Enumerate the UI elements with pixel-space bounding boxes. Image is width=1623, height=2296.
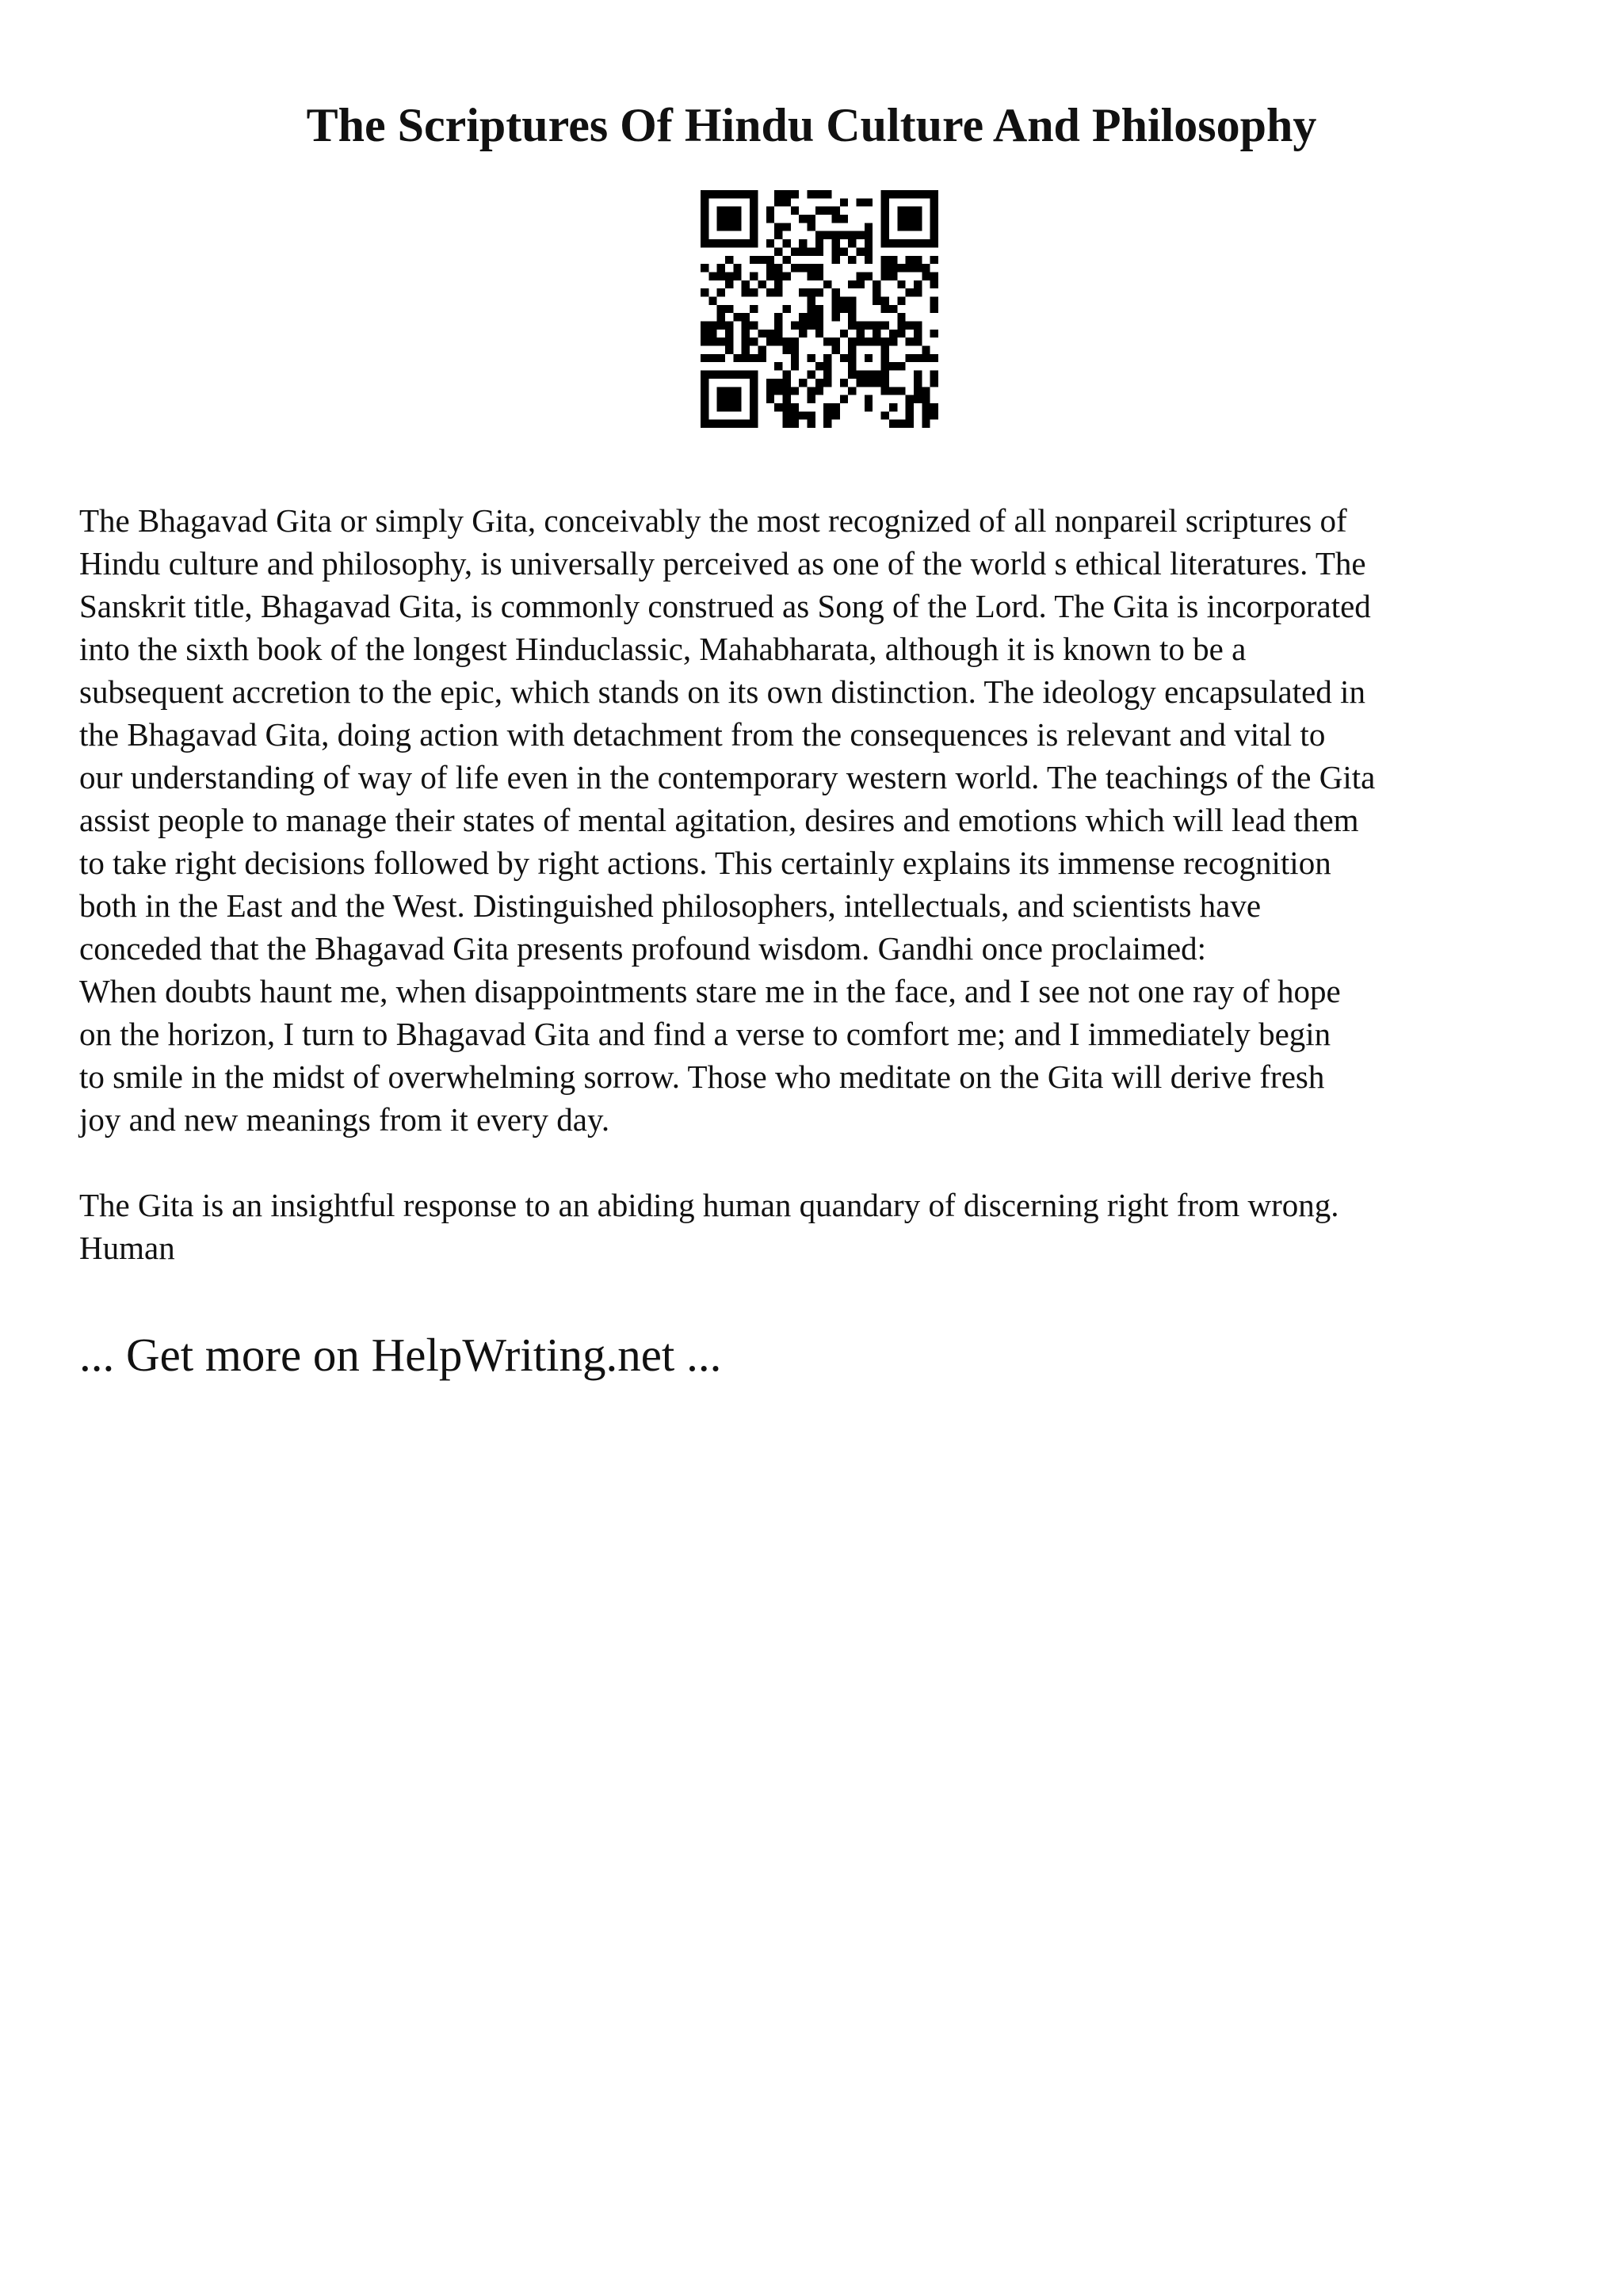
- qr-code-icon[interactable]: [701, 190, 938, 428]
- qr-code-graphic: [701, 190, 938, 428]
- paragraph-quote: When doubts haunt me, when disappointments stare me in the face, and I see not one ray of hope on the horizon, I turn to Bhagavad Gita and find a verse to comfort me; and I immediately begin to smile in the midst of overwhelming sorrow. Those who meditate on the Gita will derive fresh joy and new meanings from it every day.: [79, 973, 1341, 1138]
- article-body: [79, 499, 1569, 1269]
- paragraph-continuation: The Gita is an insightful response to an abiding human quandary of discerning right from wrong. Human: [79, 1187, 1339, 1266]
- page-title: The Scriptures Of Hindu Culture And Philosophy: [306, 99, 1317, 151]
- get-more-link[interactable]: ... Get more on HelpWriting.net ...: [79, 1329, 722, 1381]
- paragraph-intro: The Bhagavad Gita or simply Gita, conceivably the most recognized of all nonpareil scriptures of Hindu culture and philosophy, is universally perceived as one of the world s ethical literatures. The Sanskrit title, Bhagavad Gita, is commonly construed as Song of the Lord. The Gita is incorporated into the sixth book of the longest Hinduclassic, Mahabharata, although it is known to be a subsequent accretion to the epic, which stands on its own distinction. The ideology encapsulated in the Bhagavad Gita, doing action with detachment from the consequences is relevant and vital to our understanding of way of life even in the contemporary western world. The teachings of the Gita assist people to manage their states of mental agitation, desires and emotions which will lead them to take right decisions followed by right actions. This certainly explains its immense recognition both in the East and the West. Distinguished philosophers, intellectuals, and scientists have conceded that the Bhagavad Gita presents profound wisdom. Gandhi once proclaimed:: [79, 502, 1376, 967]
